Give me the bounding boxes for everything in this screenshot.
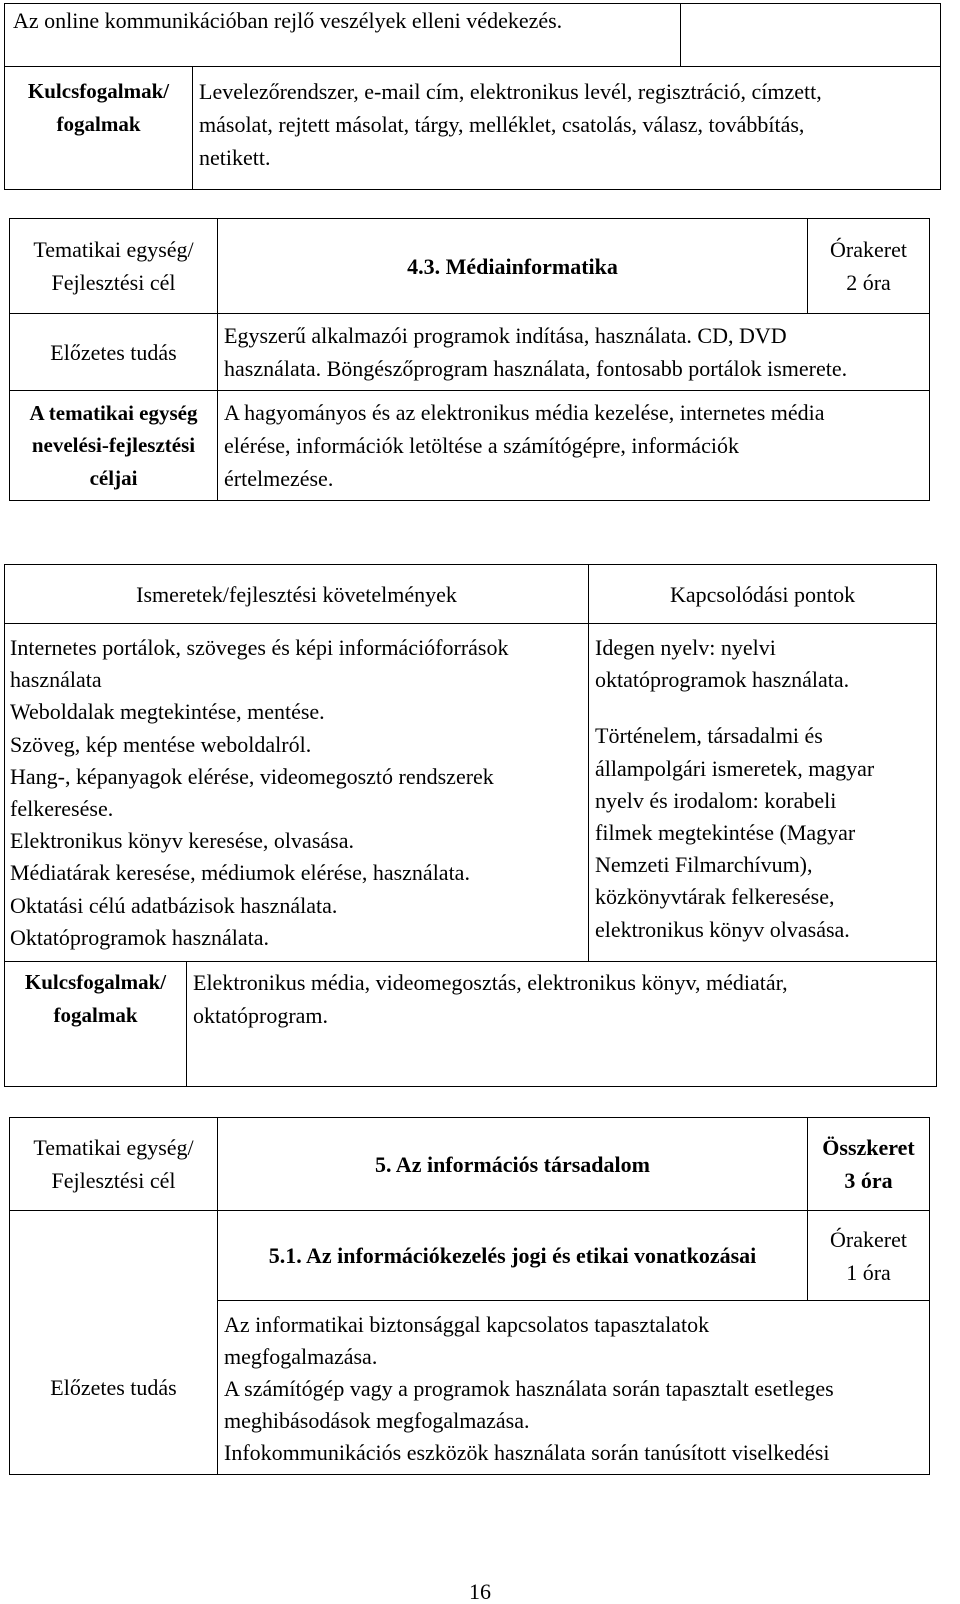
key-line: másolat, rejtett másolat, tárgy, melléklet, csatolás, válasz, továbbítás, [199, 112, 805, 137]
requirements-key-content [187, 962, 937, 1087]
unit43-table [9, 218, 930, 501]
unit43-goals-content [218, 391, 930, 501]
key-label-line-2: fogalmak [56, 111, 141, 136]
hours-label: Órakeret [830, 237, 907, 262]
connection-line: filmek megtekintése (Magyar [595, 820, 856, 846]
key-line: Elektronikus média, videomegosztás, elektronikus könyv, médiatár, [193, 970, 788, 995]
prior-line: A számítógép vagy a programok használata során tapasztalt esetleges [224, 1376, 834, 1401]
requirements-header-left [5, 565, 589, 624]
header-left-text: Ismeretek/fejlesztési követelmények [136, 581, 457, 607]
section1-title-text: Az online kommunikációban rejlő veszélyek elleni védekezés. [13, 8, 563, 33]
unit5-prior-label [10, 1211, 218, 1475]
unit5-prior-content [218, 1301, 930, 1475]
requirement-line: Szöveg, kép mentése weboldalról. [10, 731, 312, 757]
connection-line: elektronikus könyv olvasása. [595, 916, 850, 942]
prior-line: Az informatikai biztonsággal kapcsolatos tapasztalatok [224, 1312, 710, 1337]
hours-value: 2 óra [846, 270, 891, 295]
unit5-title-text: 5. Az információs társadalom [375, 1151, 650, 1177]
goals-line: A hagyományos és az elektronikus média kezelése, internetes média [224, 400, 825, 425]
key-line: oktatóprogram. [193, 1003, 329, 1028]
section1-key-content [193, 67, 941, 190]
requirement-line: Weboldalak megtekintése, mentése. [10, 699, 325, 725]
goals-label-line: A tematikai egység [29, 400, 198, 425]
prior-line: Infokommunikációs eszközök használata során tanúsított viselkedési [224, 1440, 830, 1465]
block-spacer [595, 696, 936, 720]
section1-key-label [5, 67, 193, 190]
goals-label-line: céljai [89, 465, 138, 490]
section1-title-side-cell [681, 4, 941, 67]
goals-line: elérése, információk letöltése a számítógépre, információk [224, 433, 739, 458]
requirements-table [4, 564, 937, 1087]
key-label-line-2: fogalmak [53, 1002, 138, 1027]
unit5-total [808, 1118, 930, 1211]
unit-label-line-1: Tematikai egység/ [33, 1135, 194, 1160]
connection-line: oktatóprogramok használata. [595, 667, 850, 693]
prior-label-text: Előzetes tudás [50, 339, 177, 365]
section1-title [5, 4, 681, 67]
unit-label-line-2: Fejlesztési cél [51, 270, 176, 295]
unit5-table [9, 1117, 930, 1475]
requirement-line: felkeresése. [10, 796, 114, 822]
requirements-key-label [5, 962, 187, 1087]
requirement-line: Médiatárak keresése, médiumok elérése, használata. [10, 860, 470, 886]
connection-line: Nemzeti Filmarchívum), [595, 852, 813, 878]
prior-line: megfogalmazása. [224, 1344, 378, 1369]
goals-label-line: nevelési-fejlesztési [31, 433, 196, 458]
prior-label-text: Előzetes tudás [50, 1375, 177, 1400]
connection-line: Történelem, társadalmi és [595, 723, 823, 749]
requirement-line: használata [10, 667, 102, 693]
unit43-prior-content [218, 314, 930, 391]
key-label-line-1: Kulcsfogalmak/ [27, 79, 170, 103]
unit43-prior-label [10, 314, 218, 391]
key-label-line-1: Kulcsfogalmak/ [24, 970, 167, 994]
key-line: netikett. [199, 145, 271, 170]
requirement-line: Hang-, képanyagok elérése, videomegosztó rendszerek [10, 763, 494, 789]
total-label: Összkeret [822, 1135, 915, 1160]
header-right-text: Kapcsolódási pontok [669, 581, 856, 607]
section1-table [4, 3, 941, 190]
unit43-label [10, 219, 218, 314]
unit5-title [218, 1118, 808, 1211]
unit43-title-text: 4.3. Médiainformatika [407, 253, 618, 279]
connection-line: Idegen nyelv: nyelvi [595, 635, 776, 660]
page-number: 16 [469, 1579, 491, 1604]
total-value: 3 óra [844, 1168, 893, 1193]
connection-line: nyelv és irodalom: korabeli [595, 787, 837, 813]
unit5-hours [808, 1211, 930, 1301]
requirements-header-right [589, 565, 937, 624]
connection-line: állampolgári ismeretek, magyar [595, 755, 875, 781]
requirement-line: Internetes portálok, szöveges és képi információforrások [10, 635, 509, 660]
unit-label-line-2: Fejlesztési cél [51, 1168, 176, 1193]
connection-line: közkönyvtárak felkeresése, [595, 884, 835, 910]
prior-line: Egyszerű alkalmazói programok indítása, használata. CD, DVD [224, 323, 787, 348]
key-line: Levelezőrendszer, e-mail cím, elektronikus levél, regisztráció, címzett, [199, 79, 822, 104]
unit5-subtitle [218, 1211, 808, 1301]
prior-line: használata. Böngészőprogram használata, fontosabb portálok ismerete. [224, 356, 848, 381]
requirement-line: Oktatási célú adatbázisok használata. [10, 892, 338, 918]
unit43-hours [808, 219, 930, 314]
prior-line: meghibásodások megfogalmazása. [224, 1408, 530, 1433]
unit43-title [218, 219, 808, 314]
requirements-right-content [589, 624, 937, 962]
unit43-goals-label [10, 391, 218, 501]
hours-label: Órakeret [830, 1226, 907, 1252]
requirement-line: Oktatóprogramok használata. [10, 924, 270, 950]
requirements-left-content [5, 624, 589, 962]
requirement-line: Elektronikus könyv keresése, olvasása. [10, 828, 354, 854]
unit5-subtitle-text: 5.1. Az információkezelés jogi és etikai vonatkozásai [268, 1243, 757, 1268]
hours-value: 1 óra [846, 1259, 891, 1285]
unit-label-line-1: Tematikai egység/ [33, 237, 194, 262]
goals-line: értelmezése. [224, 466, 334, 491]
unit5-label [10, 1118, 218, 1211]
